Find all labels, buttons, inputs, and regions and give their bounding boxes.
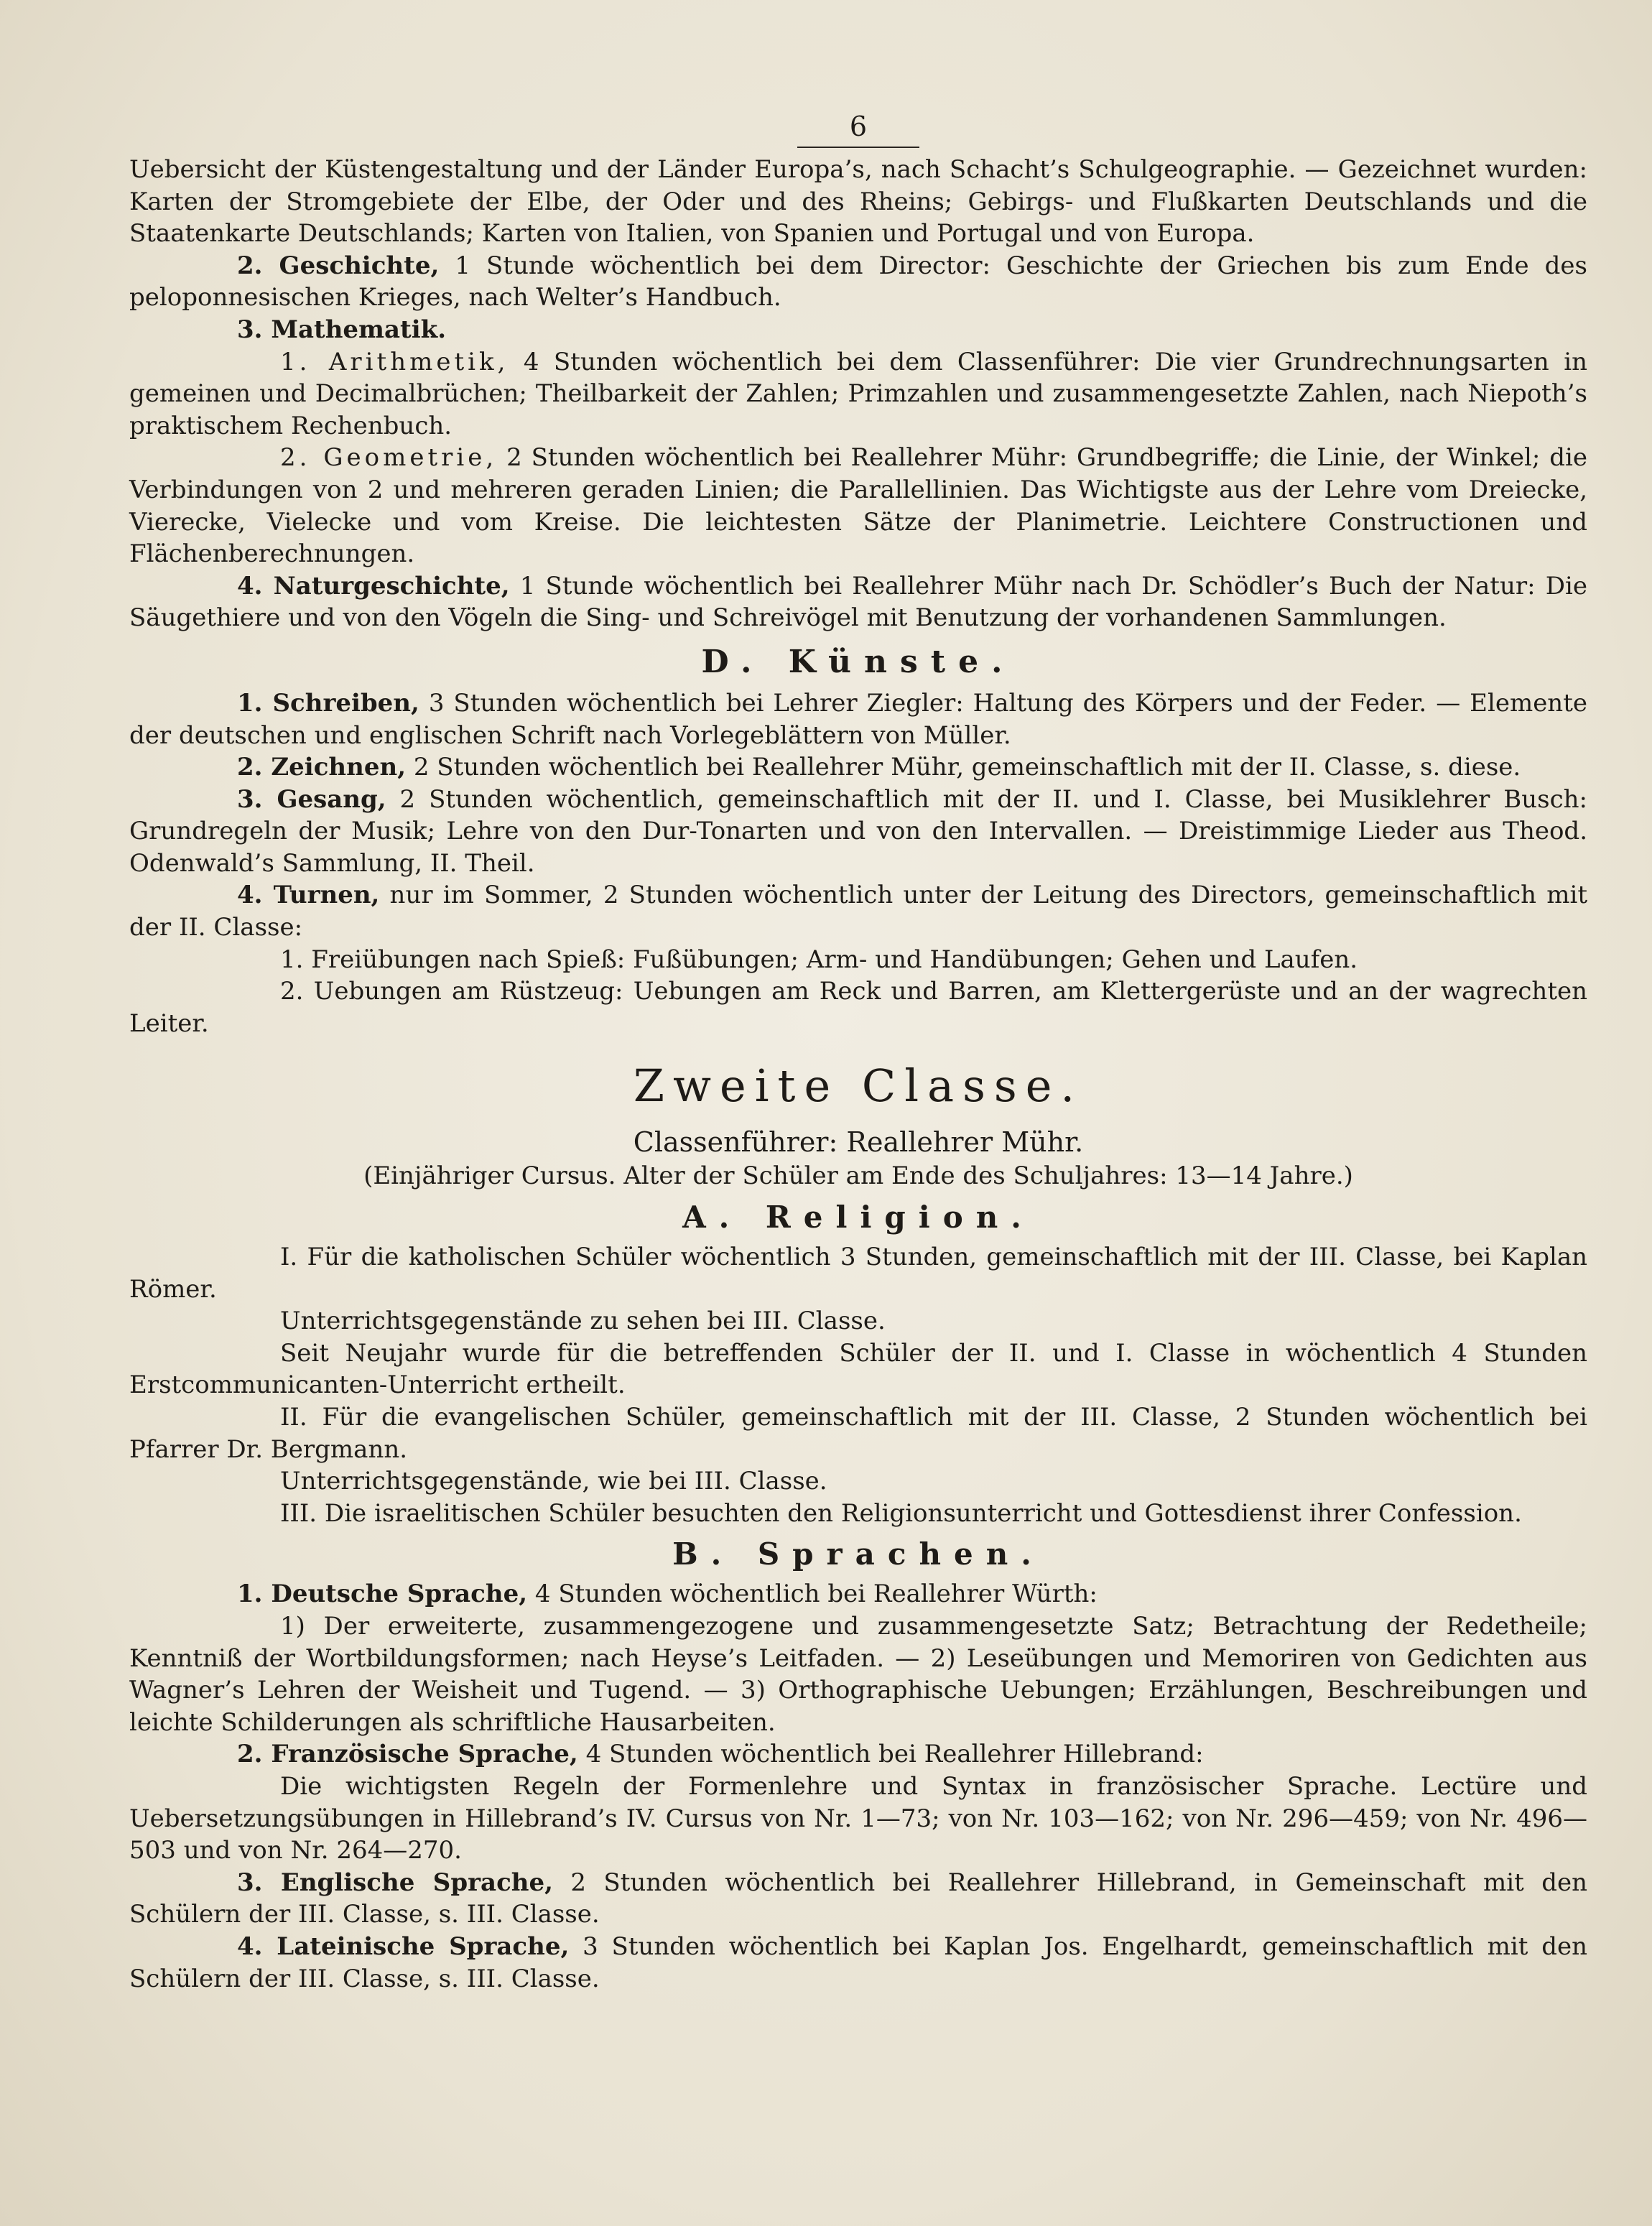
latein-paragraph	[129, 1931, 1587, 1995]
class-leader: Classenführer: Reallehrer Mühr.	[633, 1126, 1084, 1159]
latein-text: 3 Stunden wöchentlich bei Kaplan Jos. Engelhardt, gemeinschaftlich mit den Schülern der III. Classe, s. III. Classe.	[129, 1931, 1587, 1993]
englisch-heading: 3. Englische Sprache,	[237, 1868, 553, 1897]
geschichte-text: 1 Stunde wöchentlich bei dem Director: Geschichte der Griechen bis zum Ende des peloponnesischen Krieges, nach Welter’s Handbuch.	[129, 251, 1587, 312]
geography-paragraph: Uebersicht der Küstengestaltung und der Länder Europa’s, nach Schacht’s Schulgeographie. — Gezeichnet wurden: Karten der Stromgebiete der Elbe, der Oder und des Rheins; Gebirgs- und Flußkarten Deutschlands und die Staatenkarte Deutschlands; Karten von Italien, von Spanien und Portugal und von Europa.	[129, 155, 1587, 249]
religion-evangelisch-gegenstaende: Unterrichtsgegenstände, wie bei III. Classe.	[280, 1467, 827, 1496]
naturgeschichte-paragraph	[129, 570, 1587, 634]
religion-evangelisch: II. Für die evangelischen Schüler, gemeinschaftlich mit der III. Classe, 2 Stunden wöchentlich bei Pfarrer Dr. Bergmann.	[129, 1403, 1587, 1464]
class-title: Zweite Classe.	[633, 1059, 1084, 1113]
schreiben-heading: 1. Schreiben,	[237, 688, 419, 718]
geschichte-paragraph	[129, 250, 1587, 314]
arithmetik-text: 4 Stunden wöchentlich bei dem Classenführer: Die vier Grundrechnungsarten in gemeinen und Decimalbrüchen; Theilbarkeit der Zahlen; Primzahlen und zusammengesetzte Zahlen, nach Niepoth’s praktischem Rechenbuch.	[129, 347, 1588, 440]
franzoesisch-heading: 2. Französische Sprache,	[237, 1740, 578, 1769]
franzoesisch-text: 4 Stunden wöchentlich bei Reallehrer Hillebrand:	[577, 1740, 1204, 1769]
mathematik-heading: 3. Mathematik.	[237, 315, 447, 344]
gesang-heading: 3. Gesang,	[237, 784, 386, 814]
religion-erstcommunion: Seit Neujahr wurde für die betreffenden Schüler der II. und I. Classe in wöchentlich 4 Stunden Erstcommunicanten-Unterricht ertheilt.	[129, 1338, 1587, 1400]
deutsch-heading: 1. Deutsche Sprache,	[237, 1580, 528, 1609]
section-kuenste-heading: D. Künste.	[701, 643, 1016, 680]
arithmetik-heading: 1. Arithmetik,	[280, 347, 509, 376]
naturgeschichte-heading: 4. Naturgeschichte,	[237, 571, 510, 600]
latein-heading: 4. Lateinische Sprache,	[237, 1931, 570, 1961]
turnen-paragraph	[129, 879, 1587, 943]
deutsch-paragraph	[129, 1578, 1587, 1610]
zeichnen-paragraph	[129, 751, 1587, 784]
zeichnen-heading: 2. Zeichnen,	[237, 753, 407, 782]
religion-katholisch-gegenstaende: Unterrichtsgegenstände zu sehen bei III. Classe.	[280, 1307, 886, 1336]
turnen-heading: 4. Turnen,	[237, 881, 380, 910]
section-religion-heading: A. Religion.	[682, 1200, 1034, 1235]
naturgeschichte-text: 1 Stunde wöchentlich bei Reallehrer Mühr nach Dr. Schödler’s Buch der Natur: Die Säugethiere und von den Vögeln die Sing- und Schreivögel mit Benutzung der vorhandenen Sammlungen.	[129, 571, 1587, 633]
deutsch-body: 1) Der erweiterte, zusammengezogene und zusammengesetzte Satz; Betrachtung der Redetheile; Kenntniß der Wortbildungsformen; nach Heyse’s Leitfaden. — 2) Leseübungen und Memoriren von Gedichten aus Wagner’s Lehren der Weisheit und Tugend. — 3) Orthographische Uebungen; Erzählungen, Beschreibungen und leichte Schilderungen als schriftliche Hausarbeiten.	[129, 1611, 1587, 1737]
religion-katholisch: I. Für die katholischen Schüler wöchentlich 3 Stunden, gemeinschaftlich mit der III. Classe, bei Kaplan Römer.	[129, 1243, 1587, 1304]
arithmetik-paragraph	[129, 346, 1587, 442]
englisch-paragraph	[129, 1867, 1587, 1931]
gesang-text: 2 Stunden wöchentlich, gemeinschaftlich mit der II. und I. Classe, bei Musiklehrer Busch: Grundregeln der Musik; Lehre von den Dur-Tonarten und von den Intervallen. — Dreistimmige Lieder aus Theod. Odenwald’s Sammlung, II. Theil.	[129, 784, 1587, 878]
turnen-item-2: 2. Uebungen am Rüstzeug: Uebungen am Reck und Barren, am Klettergerüste und an der wagrechten Leiter.	[129, 977, 1587, 1038]
turnen-text: nur im Sommer, 2 Stunden wöchentlich unter der Leitung des Directors, gemeinschaftlich mit der II. Classe:	[129, 881, 1587, 942]
franzoesisch-body: Die wichtigsten Regeln der Formenlehre und Syntax in französischer Sprache. Lectüre und Uebersetzungsübungen in Hillebrand’s IV. Cursus von Nr. 1—73; von Nr. 103—162; von Nr. 296—459; von Nr. 496—503 und von Nr. 264—270.	[129, 1771, 1587, 1865]
englisch-text: 2 Stunden wöchentlich bei Reallehrer Hillebrand, in Gemeinschaft mit den Schülern der III. Classe, s. III. Classe.	[129, 1868, 1588, 1929]
page-number: 6	[797, 108, 919, 148]
zeichnen-text: 2 Stunden wöchentlich bei Reallehrer Mühr, gemeinschaftlich mit der II. Classe, s. diese.	[406, 753, 1521, 782]
geometrie-paragraph	[129, 442, 1587, 570]
page-content	[129, 108, 1587, 1995]
section-sprachen-heading: B. Sprachen.	[672, 1536, 1044, 1572]
geschichte-heading: 2. Geschichte,	[237, 251, 440, 280]
religion-israelitisch: III. Die israelitischen Schüler besuchten den Religionsunterricht und Gottesdienst ihrer Confession.	[280, 1498, 1522, 1528]
geometrie-text: 2 Stunden wöchentlich bei Reallehrer Mühr: Grundbegriffe; die Linie, der Winkel; die Verbindungen von 2 und mehreren geraden Linien; die Parallellinien. Das Wichtigste aus der Lehre vom Dreiecke, Vierecke, Vielecke und vom Kreise. Die leichtesten Sätze der Planimetrie. Leichtere Constructionen und Flächenberechnungen.	[129, 443, 1588, 569]
geometrie-heading: 2. Geometrie,	[280, 443, 498, 473]
schreiben-text: 3 Stunden wöchentlich bei Lehrer Ziegler: Haltung des Körpers und der Feder. — Elemente der deutschen und englischen Schrift nach Vorlegeblättern von Müller.	[129, 688, 1587, 750]
franzoesisch-paragraph	[129, 1738, 1587, 1771]
schreiben-paragraph	[129, 687, 1587, 751]
turnen-item-1: 1. Freiübungen nach Spieß: Fußübungen; Arm- und Handübungen; Gehen und Laufen.	[280, 945, 1358, 974]
class-cursus: (Einjähriger Cursus. Alter der Schüler am Ende des Schuljahres: 13—14 Jahre.)	[363, 1161, 1353, 1191]
gesang-paragraph	[129, 784, 1587, 880]
deutsch-text: 4 Stunden wöchentlich bei Reallehrer Würth:	[527, 1580, 1098, 1609]
